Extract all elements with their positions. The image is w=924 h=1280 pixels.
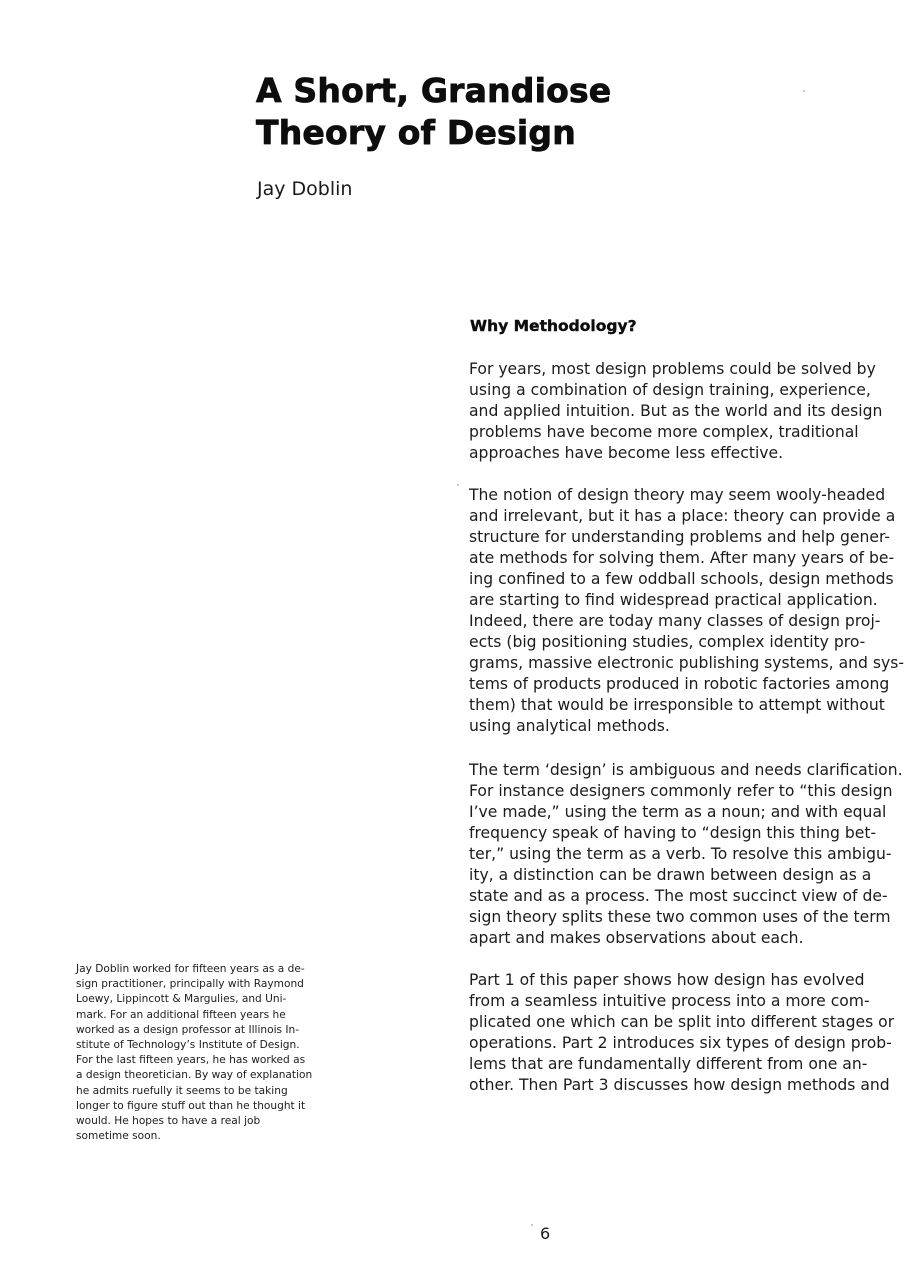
author-bio — [76, 962, 316, 1144]
article-title-line-1: A Short, Grandiose — [256, 71, 612, 110]
text-line: problems have become more complex, traditional — [469, 423, 859, 441]
text-line: them) that would be irresponsible to attempt without — [469, 696, 885, 714]
bio-line: sometime soon. — [76, 1130, 161, 1143]
scan-speck — [531, 1224, 533, 1226]
bio-line: sign practitioner, principally with Raymond — [76, 978, 304, 991]
text-line: and irrelevant, but it has a place: theory can provide a — [469, 507, 896, 525]
bio-line: worked as a design professor at Illinois In- — [76, 1023, 300, 1036]
text-line: using analytical methods. — [469, 717, 670, 735]
text-line: and applied intuition. But as the world and its design — [469, 402, 883, 420]
bio-line: Loewy, Lippincott & Margulies, and Uni- — [76, 993, 287, 1006]
page-number: 6 — [540, 1224, 551, 1243]
text-line: from a seamless intuitive process into a more com- — [469, 992, 870, 1010]
author-name: Jay Doblin — [257, 178, 353, 200]
bio-line: he admits ruefully it seems to be taking — [76, 1084, 288, 1097]
bio-line: stitute of Technology’s Institute of Design. — [76, 1039, 300, 1052]
bio-line: a design theoretician. By way of explanation — [76, 1069, 313, 1082]
article-title — [256, 70, 611, 154]
article-title-line-2: Theory of Design — [256, 113, 576, 152]
text-line: state and as a process. The most succinct view of de- — [469, 887, 888, 905]
scan-speck — [457, 484, 459, 486]
text-line: For years, most design problems could be solved by — [469, 360, 876, 378]
text-line: are starting to find widespread practical application. — [469, 591, 878, 609]
text-line: I’ve made,” using the term as a noun; and with equal — [469, 803, 887, 821]
text-line: ing confined to a few oddball schools, design methods — [469, 570, 894, 588]
text-line: plicated one which can be split into different stages or — [469, 1013, 895, 1031]
text-line: grams, massive electronic publishing systems, and sys- — [469, 654, 904, 672]
body-paragraph-1 — [469, 359, 889, 464]
bio-line: longer to figure stuff out than he thought it — [76, 1099, 306, 1112]
text-line: operations. Part 2 introduces six types of design prob- — [469, 1034, 892, 1052]
bio-line: For the last fifteen years, he has worked as — [76, 1054, 306, 1067]
scan-speck — [803, 90, 805, 92]
bio-line: Jay Doblin worked for fifteen years as a de- — [76, 963, 305, 975]
text-line: sign theory splits these two common uses of the term — [469, 908, 891, 926]
text-line: For instance designers commonly refer to “this design — [469, 782, 893, 800]
section-heading: Why Methodology? — [470, 317, 637, 335]
text-line: lems that are fundamentally different from one an- — [469, 1055, 868, 1073]
bio-line: would. He hopes to have a real job — [76, 1115, 261, 1128]
text-line: frequency speak of having to “design this thing bet- — [469, 824, 877, 842]
body-paragraph-2 — [469, 485, 904, 737]
text-line: ate methods for solving them. After many years of be- — [469, 549, 895, 567]
text-line: apart and makes observations about each. — [469, 929, 804, 947]
body-paragraph-3 — [469, 760, 903, 949]
text-line: ects (big positioning studies, complex identity pro- — [469, 633, 866, 651]
text-line: ity, a distinction can be drawn between design as a — [469, 866, 872, 884]
text-line: using a combination of design training, experience, — [469, 381, 871, 399]
body-paragraph-4 — [469, 970, 895, 1096]
text-line: approaches have become less effective. — [469, 444, 784, 462]
text-line: other. Then Part 3 discusses how design methods and — [469, 1076, 890, 1094]
text-line: Part 1 of this paper shows how design has evolved — [469, 971, 865, 989]
text-line: structure for understanding problems and help gener- — [469, 528, 891, 546]
text-line: The notion of design theory may seem wooly-headed — [469, 486, 886, 504]
text-line: Indeed, there are today many classes of design proj- — [469, 612, 881, 630]
text-line: ter,” using the term as a verb. To resolve this ambigu- — [469, 845, 892, 863]
text-line: The term ‘design’ is ambiguous and needs clarification. — [469, 761, 903, 779]
bio-line: mark. For an additional fifteen years he — [76, 1008, 286, 1021]
text-line: tems of products produced in robotic factories among — [469, 675, 890, 693]
